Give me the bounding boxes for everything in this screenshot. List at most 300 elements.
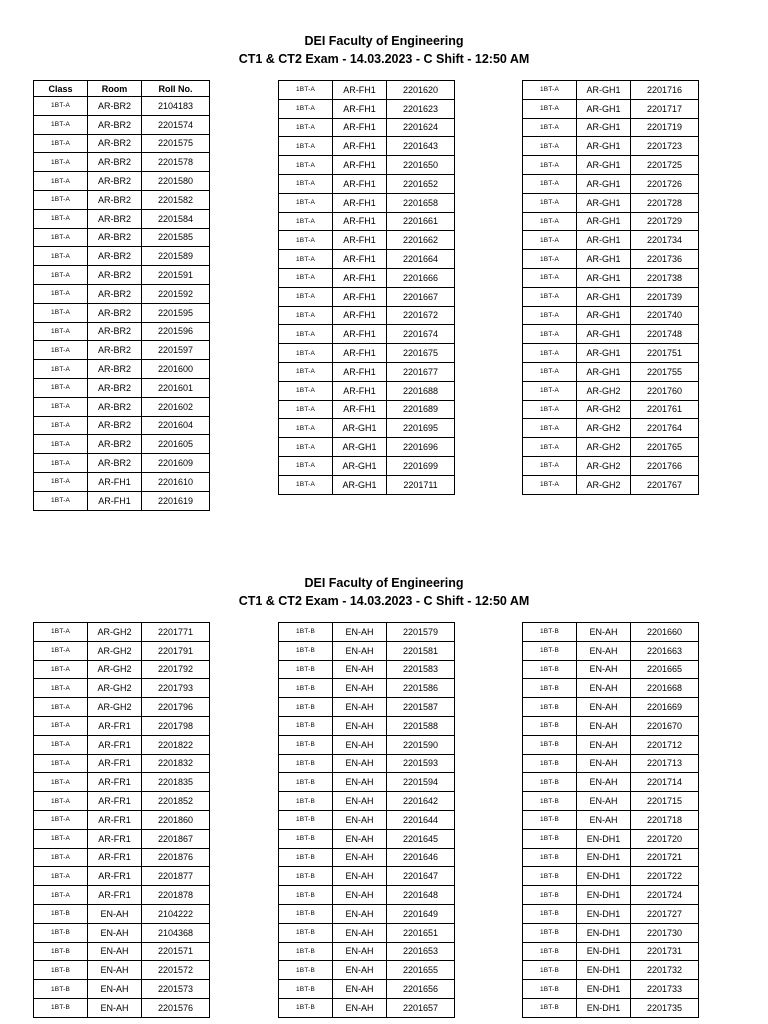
table-row <box>34 660 210 679</box>
table-row <box>523 419 699 438</box>
roll-no-cell: 2201733 <box>631 980 699 999</box>
room-cell: EN-AH <box>333 923 387 942</box>
roll-no-cell: 2201734 <box>631 231 699 250</box>
class-cell: 1BT-B <box>34 904 88 923</box>
class-cell: 1BT-A <box>34 266 88 285</box>
table-row <box>34 998 210 1017</box>
class-cell: 1BT-B <box>523 792 577 811</box>
room-cell: AR-GH2 <box>88 623 142 642</box>
table-row <box>279 754 455 773</box>
roll-no-cell: 2201720 <box>631 829 699 848</box>
class-cell: 1BT-B <box>279 679 333 698</box>
table-row <box>279 419 455 438</box>
roll-no-cell: 2201832 <box>142 754 210 773</box>
roll-no-cell: 2201662 <box>387 231 455 250</box>
table-row <box>523 829 699 848</box>
class-cell: 1BT-B <box>523 886 577 905</box>
roll-no-cell: 2201728 <box>631 193 699 212</box>
class-cell: 1BT-A <box>34 867 88 886</box>
table-row <box>523 231 699 250</box>
class-cell: 1BT-A <box>523 344 577 363</box>
table-row <box>523 306 699 325</box>
header-room: Room <box>88 81 142 97</box>
roll-no-cell: 2201605 <box>142 435 210 454</box>
room-cell: EN-AH <box>333 848 387 867</box>
room-cell: AR-FH1 <box>88 491 142 510</box>
roll-no-cell: 2201860 <box>142 810 210 829</box>
roll-no-cell: 2201867 <box>142 829 210 848</box>
room-cell: AR-BR2 <box>88 266 142 285</box>
class-cell: 1BT-B <box>523 942 577 961</box>
class-cell: 1BT-B <box>279 773 333 792</box>
class-cell: 1BT-A <box>34 623 88 642</box>
class-cell: 1BT-A <box>523 381 577 400</box>
class-cell: 1BT-A <box>34 341 88 360</box>
class-cell: 1BT-B <box>279 810 333 829</box>
roll-no-cell: 2201731 <box>631 942 699 961</box>
room-cell: AR-FR1 <box>88 810 142 829</box>
class-cell: 1BT-A <box>34 209 88 228</box>
table-row <box>523 174 699 193</box>
roll-no-cell: 2201649 <box>387 904 455 923</box>
class-cell: 1BT-A <box>34 228 88 247</box>
class-cell: 1BT-A <box>523 419 577 438</box>
class-cell: 1BT-A <box>279 400 333 419</box>
roll-no-cell: 2201714 <box>631 773 699 792</box>
roll-no-cell: 2201689 <box>387 400 455 419</box>
table-row <box>34 153 210 172</box>
roll-no-cell: 2201623 <box>387 99 455 118</box>
header-roll-no: Roll No. <box>142 81 210 97</box>
roll-no-cell: 2201835 <box>142 773 210 792</box>
room-cell: AR-FH1 <box>333 212 387 231</box>
table-row <box>34 679 210 698</box>
roll-no-cell: 2201665 <box>631 660 699 679</box>
class-cell: 1BT-A <box>34 679 88 698</box>
room-cell: EN-AH <box>577 623 631 642</box>
class-cell: 1BT-B <box>523 641 577 660</box>
class-cell: 1BT-A <box>34 472 88 491</box>
class-cell: 1BT-B <box>279 904 333 923</box>
class-cell: 1BT-B <box>279 867 333 886</box>
room-cell: AR-FH1 <box>88 472 142 491</box>
room-cell: AR-GH1 <box>333 438 387 457</box>
class-cell: 1BT-A <box>34 716 88 735</box>
room-cell: EN-AH <box>333 980 387 999</box>
table-row <box>34 416 210 435</box>
seating-table <box>278 622 455 1018</box>
table-row <box>523 400 699 419</box>
table-row <box>34 942 210 961</box>
class-cell: 1BT-A <box>279 99 333 118</box>
roll-no-cell: 2201793 <box>142 679 210 698</box>
room-cell: AR-BR2 <box>88 284 142 303</box>
table-row <box>34 397 210 416</box>
roll-no-cell: 2201760 <box>631 381 699 400</box>
roll-no-cell: 2201587 <box>387 698 455 717</box>
room-cell: EN-AH <box>333 716 387 735</box>
room-cell: AR-FH1 <box>333 287 387 306</box>
table-row <box>279 118 455 137</box>
class-cell: 1BT-A <box>34 792 88 811</box>
class-cell: 1BT-A <box>34 754 88 773</box>
class-cell: 1BT-A <box>523 174 577 193</box>
class-cell: 1BT-A <box>279 118 333 137</box>
class-cell: 1BT-A <box>279 212 333 231</box>
room-cell: AR-GH1 <box>577 81 631 100</box>
table-row <box>523 99 699 118</box>
room-cell: EN-AH <box>577 792 631 811</box>
table-row <box>279 231 455 250</box>
roll-no-cell: 2201735 <box>631 998 699 1017</box>
roll-no-cell: 2201736 <box>631 250 699 269</box>
roll-no-cell: 2201798 <box>142 716 210 735</box>
roll-no-cell: 2201666 <box>387 268 455 287</box>
roll-no-cell: 2201593 <box>387 754 455 773</box>
class-cell: 1BT-A <box>523 456 577 475</box>
room-cell: EN-DH1 <box>577 904 631 923</box>
class-cell: 1BT-A <box>523 306 577 325</box>
class-cell: 1BT-A <box>523 325 577 344</box>
roll-no-cell: 2201796 <box>142 698 210 717</box>
roll-no-cell: 2201574 <box>142 115 210 134</box>
roll-no-cell: 2201655 <box>387 961 455 980</box>
table-row <box>523 156 699 175</box>
table-row <box>523 438 699 457</box>
class-cell: 1BT-A <box>523 156 577 175</box>
class-cell: 1BT-B <box>279 886 333 905</box>
roll-no-cell: 2201647 <box>387 867 455 886</box>
table-row <box>34 886 210 905</box>
room-cell: EN-AH <box>333 829 387 848</box>
class-cell: 1BT-B <box>523 623 577 642</box>
table-row <box>279 961 455 980</box>
class-cell: 1BT-B <box>34 923 88 942</box>
room-cell: EN-AH <box>577 716 631 735</box>
class-cell: 1BT-A <box>34 698 88 717</box>
table-row <box>34 115 210 134</box>
roll-no-cell: 2201624 <box>387 118 455 137</box>
roll-no-cell: 2201711 <box>387 475 455 494</box>
table-row <box>279 174 455 193</box>
table-row <box>523 904 699 923</box>
roll-no-cell: 2201664 <box>387 250 455 269</box>
table-row <box>523 679 699 698</box>
room-cell: AR-BR2 <box>88 322 142 341</box>
roll-no-cell: 2201585 <box>142 228 210 247</box>
class-cell: 1BT-B <box>523 961 577 980</box>
class-cell: 1BT-B <box>523 848 577 867</box>
roll-no-cell: 2201717 <box>631 99 699 118</box>
room-cell: AR-GH2 <box>88 660 142 679</box>
room-cell: AR-FR1 <box>88 848 142 867</box>
roll-no-cell: 2201712 <box>631 735 699 754</box>
roll-no-cell: 2201688 <box>387 381 455 400</box>
table-row <box>34 904 210 923</box>
class-cell: 1BT-B <box>279 641 333 660</box>
table-header-row <box>34 81 210 97</box>
room-cell: EN-DH1 <box>577 980 631 999</box>
class-cell: 1BT-A <box>34 284 88 303</box>
table-row <box>523 980 699 999</box>
room-cell: AR-FH1 <box>333 400 387 419</box>
room-cell: EN-AH <box>88 980 142 999</box>
table-row <box>34 716 210 735</box>
room-cell: AR-BR2 <box>88 303 142 322</box>
sheet2-title: DEI Faculty of Engineering <box>304 576 464 590</box>
room-cell: AR-FH1 <box>333 268 387 287</box>
room-cell: EN-AH <box>88 904 142 923</box>
room-cell: AR-BR2 <box>88 172 142 191</box>
class-cell: 1BT-B <box>34 942 88 961</box>
class-cell: 1BT-A <box>279 419 333 438</box>
table-row <box>279 193 455 212</box>
roll-no-cell: 2201767 <box>631 475 699 494</box>
class-cell: 1BT-A <box>34 190 88 209</box>
room-cell: AR-FH1 <box>333 362 387 381</box>
class-cell: 1BT-B <box>34 998 88 1017</box>
room-cell: AR-GH1 <box>577 306 631 325</box>
table-row <box>523 137 699 156</box>
table-row <box>523 193 699 212</box>
roll-no-cell: 2201727 <box>631 904 699 923</box>
roll-no-cell: 2201588 <box>387 716 455 735</box>
roll-no-cell: 2201877 <box>142 867 210 886</box>
table-row <box>523 961 699 980</box>
table-row <box>34 810 210 829</box>
table-row <box>34 303 210 322</box>
room-cell: AR-GH1 <box>577 250 631 269</box>
room-cell: AR-GH1 <box>577 212 631 231</box>
roll-no-cell: 2201716 <box>631 81 699 100</box>
class-cell: 1BT-A <box>279 231 333 250</box>
class-cell: 1BT-A <box>34 247 88 266</box>
room-cell: EN-DH1 <box>577 829 631 848</box>
roll-no-cell: 2201730 <box>631 923 699 942</box>
room-cell: AR-GH2 <box>88 698 142 717</box>
class-cell: 1BT-B <box>279 698 333 717</box>
room-cell: EN-AH <box>333 810 387 829</box>
table-row <box>523 754 699 773</box>
roll-no-cell: 2201645 <box>387 829 455 848</box>
class-cell: 1BT-A <box>279 456 333 475</box>
room-cell: EN-AH <box>333 867 387 886</box>
class-cell: 1BT-A <box>34 416 88 435</box>
table-row <box>523 942 699 961</box>
table-row <box>523 867 699 886</box>
room-cell: AR-GH1 <box>577 118 631 137</box>
class-cell: 1BT-A <box>34 773 88 792</box>
class-cell: 1BT-B <box>34 961 88 980</box>
room-cell: AR-BR2 <box>88 134 142 153</box>
table-row <box>34 867 210 886</box>
class-cell: 1BT-A <box>34 810 88 829</box>
room-cell: EN-AH <box>577 810 631 829</box>
table-row <box>34 641 210 660</box>
seating-table <box>33 80 210 511</box>
room-cell: EN-AH <box>577 641 631 660</box>
class-cell: 1BT-B <box>34 980 88 999</box>
roll-no-cell: 2201723 <box>631 137 699 156</box>
room-cell: EN-AH <box>333 641 387 660</box>
roll-no-cell: 2201764 <box>631 419 699 438</box>
roll-no-cell: 2201590 <box>387 735 455 754</box>
class-cell: 1BT-A <box>523 81 577 100</box>
roll-no-cell: 2201582 <box>142 190 210 209</box>
table-row <box>279 250 455 269</box>
table-row <box>34 435 210 454</box>
room-cell: AR-BR2 <box>88 360 142 379</box>
table-row <box>279 475 455 494</box>
roll-no-cell: 2201724 <box>631 886 699 905</box>
room-cell: AR-GH2 <box>577 475 631 494</box>
class-cell: 1BT-B <box>523 735 577 754</box>
room-cell: EN-AH <box>333 698 387 717</box>
roll-no-cell: 2201643 <box>387 137 455 156</box>
class-cell: 1BT-A <box>279 344 333 363</box>
roll-no-cell: 2201619 <box>142 491 210 510</box>
class-cell: 1BT-A <box>279 268 333 287</box>
class-cell: 1BT-A <box>279 137 333 156</box>
roll-no-cell: 2201648 <box>387 886 455 905</box>
room-cell: AR-FR1 <box>88 716 142 735</box>
roll-no-cell: 2201732 <box>631 961 699 980</box>
room-cell: AR-FR1 <box>88 886 142 905</box>
roll-no-cell: 2201699 <box>387 456 455 475</box>
class-cell: 1BT-A <box>279 475 333 494</box>
room-cell: EN-AH <box>333 773 387 792</box>
roll-no-cell: 2201601 <box>142 378 210 397</box>
table-row <box>34 341 210 360</box>
table-row <box>279 904 455 923</box>
seating-table <box>278 80 455 495</box>
table-row <box>279 287 455 306</box>
room-cell: AR-FR1 <box>88 773 142 792</box>
table-row <box>279 698 455 717</box>
roll-no-cell: 2201581 <box>387 641 455 660</box>
table-row <box>523 362 699 381</box>
table-row <box>279 81 455 100</box>
table-row <box>279 923 455 942</box>
class-cell: 1BT-A <box>279 287 333 306</box>
class-cell: 1BT-B <box>279 792 333 811</box>
table-row <box>34 360 210 379</box>
roll-no-cell: 2201571 <box>142 942 210 961</box>
roll-no-cell: 2201657 <box>387 998 455 1017</box>
class-cell: 1BT-A <box>34 97 88 116</box>
class-cell: 1BT-A <box>34 454 88 473</box>
sheet1-title: DEI Faculty of Engineering <box>304 34 464 48</box>
header-class: Class <box>34 81 88 97</box>
table-row <box>279 438 455 457</box>
class-cell: 1BT-A <box>34 153 88 172</box>
room-cell: AR-GH1 <box>577 344 631 363</box>
room-cell: AR-GH1 <box>333 456 387 475</box>
class-cell: 1BT-A <box>523 475 577 494</box>
class-cell: 1BT-A <box>279 81 333 100</box>
roll-no-cell: 2201579 <box>387 623 455 642</box>
room-cell: EN-AH <box>577 660 631 679</box>
class-cell: 1BT-B <box>279 754 333 773</box>
class-cell: 1BT-A <box>523 212 577 231</box>
roll-no-cell: 2201646 <box>387 848 455 867</box>
table-row <box>279 829 455 848</box>
class-cell: 1BT-A <box>279 306 333 325</box>
table-row <box>523 698 699 717</box>
room-cell: AR-GH1 <box>577 287 631 306</box>
table-row <box>523 792 699 811</box>
roll-no-cell: 2201792 <box>142 660 210 679</box>
room-cell: EN-AH <box>333 792 387 811</box>
table-row <box>523 660 699 679</box>
class-cell: 1BT-B <box>523 810 577 829</box>
roll-no-cell: 2201822 <box>142 735 210 754</box>
roll-no-cell: 2201721 <box>631 848 699 867</box>
room-cell: EN-AH <box>577 679 631 698</box>
table-row <box>34 172 210 191</box>
table-row <box>34 829 210 848</box>
class-cell: 1BT-A <box>34 303 88 322</box>
room-cell: EN-AH <box>333 754 387 773</box>
table-row <box>523 716 699 735</box>
table-row <box>523 381 699 400</box>
table-row <box>523 886 699 905</box>
class-cell: 1BT-A <box>523 362 577 381</box>
table-row <box>279 344 455 363</box>
room-cell: EN-AH <box>88 961 142 980</box>
table-row <box>279 735 455 754</box>
room-cell: AR-GH1 <box>333 419 387 438</box>
roll-no-cell: 2201669 <box>631 698 699 717</box>
room-cell: AR-FH1 <box>333 174 387 193</box>
room-cell: EN-DH1 <box>577 998 631 1017</box>
class-cell: 1BT-A <box>523 400 577 419</box>
roll-no-cell: 2201739 <box>631 287 699 306</box>
room-cell: AR-GH1 <box>577 174 631 193</box>
class-cell: 1BT-A <box>34 172 88 191</box>
room-cell: AR-FH1 <box>333 156 387 175</box>
table-row <box>523 325 699 344</box>
class-cell: 1BT-B <box>523 754 577 773</box>
class-cell: 1BT-A <box>523 287 577 306</box>
table-row <box>523 810 699 829</box>
table-row <box>523 344 699 363</box>
class-cell: 1BT-A <box>523 438 577 457</box>
room-cell: EN-AH <box>88 923 142 942</box>
roll-no-cell: 2201729 <box>631 212 699 231</box>
room-cell: AR-GH1 <box>577 156 631 175</box>
class-cell: 1BT-A <box>279 381 333 400</box>
room-cell: EN-AH <box>577 698 631 717</box>
roll-no-cell: 2201751 <box>631 344 699 363</box>
table-row <box>279 362 455 381</box>
room-cell: AR-BR2 <box>88 435 142 454</box>
table-row <box>523 735 699 754</box>
class-cell: 1BT-A <box>34 378 88 397</box>
table-row <box>523 773 699 792</box>
roll-no-cell: 2201670 <box>631 716 699 735</box>
class-cell: 1BT-B <box>279 923 333 942</box>
room-cell: EN-DH1 <box>577 961 631 980</box>
room-cell: EN-AH <box>333 660 387 679</box>
room-cell: AR-FH1 <box>333 99 387 118</box>
room-cell: AR-GH1 <box>577 325 631 344</box>
room-cell: AR-FR1 <box>88 792 142 811</box>
room-cell: EN-AH <box>333 942 387 961</box>
roll-no-cell: 2201597 <box>142 341 210 360</box>
table-row <box>34 247 210 266</box>
room-cell: EN-AH <box>333 961 387 980</box>
